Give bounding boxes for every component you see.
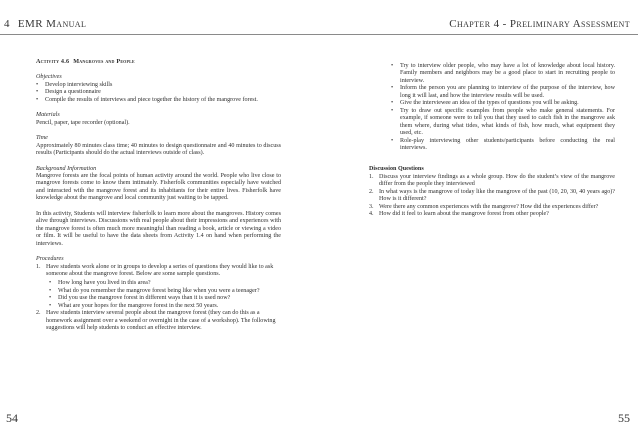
- procedures-list: [36, 264, 281, 333]
- objectives-section: [36, 74, 281, 104]
- objective-item: • Compile the results of interviews and piece together the history of the mangrove forest.: [36, 97, 281, 104]
- step-number: 1.: [36, 263, 41, 270]
- item-number: 2.: [369, 188, 374, 195]
- intro-section: [36, 211, 281, 248]
- materials-section: [36, 112, 281, 127]
- interview-tip: • Give the interviewee an idea of the types of questions you will be asking.: [391, 100, 615, 107]
- activity-title: [36, 58, 281, 65]
- background-label: Background Information: [36, 165, 97, 172]
- interview-tips-list: [391, 63, 615, 152]
- sample-questions-list: [46, 280, 281, 310]
- item-number: 3.: [369, 203, 374, 210]
- time-section: [36, 135, 281, 157]
- sample-question: • What do you remember the mangrove forest being like when you were a teenager?: [46, 288, 281, 295]
- right-running-header: [319, 18, 638, 35]
- right-content: [369, 63, 615, 219]
- right-page-number: 55: [618, 411, 630, 425]
- procedure-step: [36, 264, 281, 311]
- right-page: [319, 0, 638, 434]
- objectives-list: [36, 82, 281, 104]
- sample-question: • How long have you lived in this area?: [46, 280, 281, 287]
- sample-question: • What are your hopes for the mangrove forest in the next 50 years.: [46, 303, 281, 310]
- left-running-header: [0, 18, 319, 35]
- step-text: Have students work alone or in groups to develop a series of questions they would like to ask someone about the mangrove forest. Below are some sample questions.: [46, 263, 274, 277]
- procedures-label: Procedures: [36, 256, 64, 263]
- procedure-step: [36, 310, 281, 332]
- discussion-item: [369, 211, 615, 218]
- step-number: 2.: [36, 310, 41, 317]
- interview-tip: • Role-play interviewing other students/participants before conducting the real interviews.: [391, 138, 615, 153]
- background-section: [36, 166, 281, 203]
- left-page-number: 54: [6, 411, 18, 425]
- item-number: 4.: [369, 211, 374, 218]
- item-text: Discuss your interview findings as a whole group. How do the student’s view of the mangrove differ from the people they interviewed: [379, 173, 615, 188]
- item-text: How did it feel to learn about the mangrove forest from other people?: [379, 211, 549, 218]
- item-text: In what ways is the mangrove of today like the mangrove of the past (10, 20, 30, 40 years ago)? How is it different?: [379, 188, 615, 203]
- interview-tip: • Inform the person you are planning to interview of the purpose of the interview, how long it will last, and how the interview results will be used.: [391, 85, 615, 100]
- interview-tip: • Try to draw out specific examples from people who make general statements. For example, if someone were to tell you that they used to catch fish in the mangrove ask them where, during what tides, what kinds of fish, how much, what equipment they used, etc.: [391, 108, 615, 138]
- item-number: 1.: [369, 173, 374, 180]
- discussion-item: [369, 174, 615, 189]
- discussion-section: [369, 166, 615, 218]
- discussion-item: [369, 189, 615, 204]
- manual-title: EMR Manual: [17, 18, 87, 30]
- background-text: Mangrove forests are the focal points of human activity around the world. People who live close to mangrove forests come to know them intimately. Fisherfolk communities especially have watched and interacted with the mangrove forest and its inhabitants for their entire lives. Fisherfolk have knowledge about the mangrove and local community just waiting to be tapped.: [36, 172, 281, 202]
- objectives-label: Objectives: [36, 74, 62, 81]
- left-content: [36, 58, 281, 341]
- chapter-number: 4: [4, 18, 10, 30]
- chapter-title: Chapter 4 - Preliminary Assessment: [449, 18, 630, 30]
- step-text: Have students interview several people about the mangrove forest (they can do this as a homework assignment over a weekend or overnight in the case of a workshop). The following suggestions will help students to conduct an effective interview.: [46, 310, 276, 332]
- intro-text: In this activity, Students will interview fisherfolk to learn more about the mangroves. History comes alive through interviews. Discussions with real people about their impressions and experiences with the mangrove forest is often much more meaningful than reading a book, article or viewing a video or film. It will be useful to have the data sheets from Activity 1.4 on hand when performing the interviews.: [36, 210, 281, 247]
- interview-tip: • Try to interview older people, who may have a lot of knowledge about local history. Family members and neighbors may be a good place to start in recruiting people to interview.: [391, 63, 615, 85]
- procedures-section: [36, 256, 281, 333]
- objective-item: • Design a questionnaire: [36, 89, 281, 96]
- materials-text: Pencil, paper, tape recorder (optional).: [36, 119, 130, 126]
- item-text: Were there any common experiences with the mangrove? How did the experiences differ?: [379, 203, 599, 210]
- materials-label: Materials: [36, 112, 60, 119]
- time-text: Approximately 80 minutes class time; 40 minutes to design questionnaire and 40 minutes to discuss results (Participants should do the actual interviews outside of class).: [36, 142, 281, 157]
- activity-number: Activity 4.6: [36, 58, 70, 65]
- discussion-list: [369, 174, 615, 219]
- activity-name: Mangroves and People: [73, 58, 135, 65]
- time-label: Time: [36, 135, 48, 142]
- sample-question: • Did you use the mangrove forest in different ways than it is used now?: [46, 295, 281, 302]
- discussion-label: Discussion Questions: [369, 166, 424, 173]
- objective-item: • Develop interviewing skills: [36, 82, 281, 89]
